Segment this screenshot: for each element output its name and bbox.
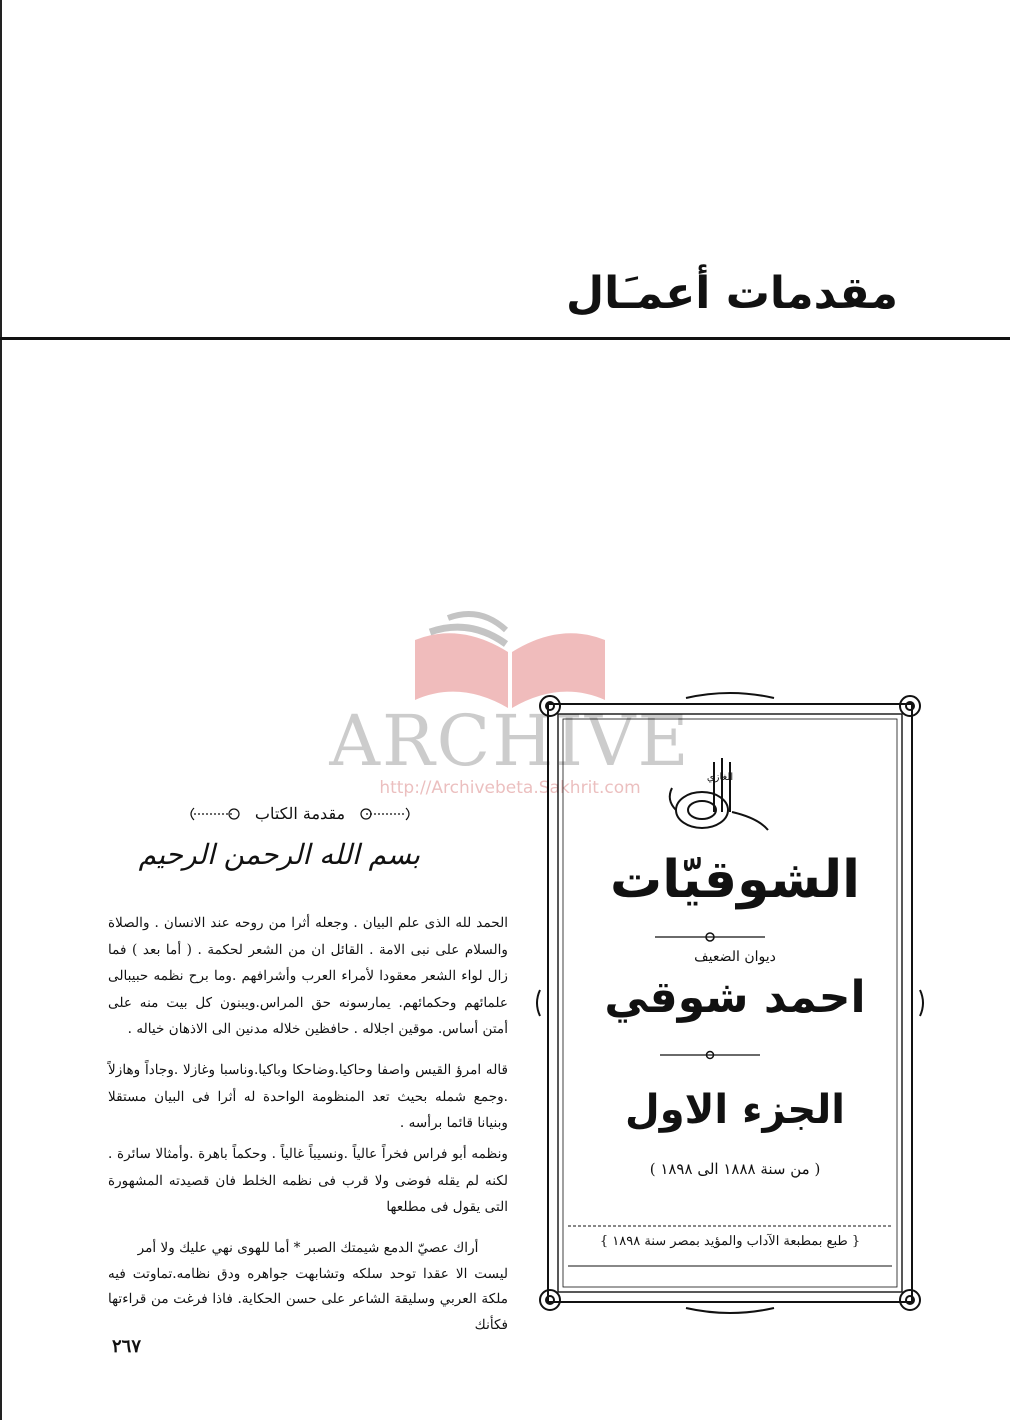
poem-block xyxy=(108,1236,508,1338)
year-range: ( من سنة ١٨٨٨ الى ١٨٩٨ ) xyxy=(649,1160,821,1178)
section-title: مقدمات أعمـَال xyxy=(566,268,898,319)
basmala: بسم الله الرحمن الرحيم xyxy=(138,838,420,871)
watermark-word: ARCHIVE xyxy=(329,700,691,782)
volume-label: الجزء الاول xyxy=(625,1087,845,1133)
intro-paragraph: ليست الا عقدا توحد سلكه وتشابهت جواهره ودق نظامه.تماوتت فيه ملكة العربي وسليقة الشاعر على حسن الحكاية. فاذا فرغت من قراءتها فكأنك xyxy=(108,1265,508,1333)
printer-line: { طبع بمطبعة الآداب والمؤيد بمصر سنة ١٨٩٨ } xyxy=(599,1234,861,1249)
poem-line: أراك عصيّ الدمع شيمتك الصبر * أما للهوى نهي عليك ولا أمر xyxy=(137,1240,479,1256)
poet-name: احمد شوقي xyxy=(604,972,866,1023)
intro-heading xyxy=(190,800,410,828)
diwan-label: ديوان الضعيف xyxy=(694,949,776,965)
intro-paragraph: ونظمه أبو فراس فخراً عالياً .ونسيباً غالياً . وحكماً باهرة .وأمثالا سائرة . لكنه لم يقله فوضى ولا قرب فى نظمه الخلط فان قصيدته المشهورة التى يقول فى مطلعها xyxy=(108,1146,508,1216)
divider-ornament xyxy=(655,930,765,944)
watermark-url: http://Archivebeta.Sakhrit.com xyxy=(379,778,641,798)
book-title: الشوقيّات xyxy=(610,850,860,910)
page-edge-line xyxy=(0,0,2,1420)
intro-paragraph: قاله امرؤ القيس واصفا وحاكيا.وضاحكا وباكيا.وناسبا وغازلا .وجاداً وهازلاً .وجمع شمله بحيث تعد المنظومة الواحدة له أثرا فى البيان مستقلا وبنيانا قائما برأسه . xyxy=(108,1062,508,1132)
title-rule xyxy=(0,337,1010,340)
tughra-label: الغازي xyxy=(706,772,734,783)
tughra-emblem-icon xyxy=(662,752,770,838)
intro-heading-text: مقدمة الكتاب xyxy=(254,804,346,823)
intro-paragraph: الحمد لله الذى علم البيان . وجعله أثرا من روحه عند الانسان . والصلاة والسلام على نبى الامة . القائل ان من الشعر لحكمة . ( أما بعد ) فما زال لواء الشعر معقودا لأمراء العرب وأشرافهم .وما برح نظمه حبيبالى علمائهم وحكمائهم. يمارسونه حق المراس.ويبنون كل بيت منه على أمتن أساس. موقين اجلاله . حافظين خلاله مدنين الى الاذهان خياله . xyxy=(108,915,508,1038)
divider-ornament xyxy=(660,1048,760,1062)
page-number: ٢٦٧ xyxy=(112,1336,142,1357)
